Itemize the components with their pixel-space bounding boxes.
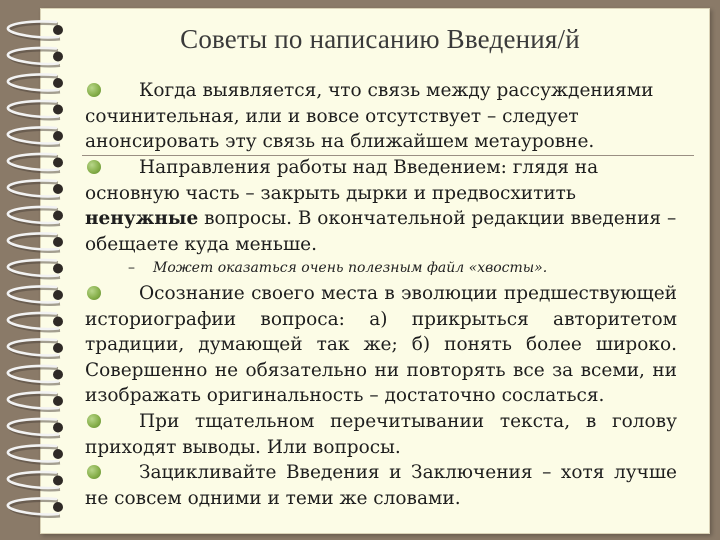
green-bullet-icon — [87, 83, 101, 97]
spiral-binding-ring-icon — [8, 313, 63, 331]
spiral-binding-ring-icon — [8, 101, 63, 119]
list-item-text: Когда выявляется, что связь между рассуждениями сочинительная, или и вовсе отсутствует – следует анонсировать эту связь на ближайшем метауровне. — [85, 80, 654, 152]
list-item-text: Зацикливайте Введения и Заключения – хотя лучше не совсем одними и теми же словами. — [85, 462, 677, 509]
emphasis-text: ненужные — [85, 208, 199, 229]
spiral-binding-ring-icon — [8, 233, 63, 251]
green-bullet-icon — [87, 465, 101, 479]
list-item-text: Направления работы над Введением: глядя на основную часть – закрыть дырки и предвосхитить — [85, 157, 599, 204]
spiral-binding-ring-icon — [8, 21, 63, 39]
spiral-binding-ring-icon — [8, 154, 63, 172]
dash-marker: – — [128, 260, 135, 276]
page-title: Советы по написанию Введения/й — [180, 24, 580, 54]
green-bullet-icon — [87, 160, 101, 174]
spiral-binding-ring-icon — [8, 392, 63, 410]
list-item — [85, 281, 677, 409]
spiral-binding-ring-icon — [8, 180, 63, 198]
spiral-binding-ring-icon — [8, 472, 63, 490]
spiral-binding-ring-icon — [8, 260, 63, 278]
spiral-binding-ring-icon — [8, 419, 63, 437]
spiral-binding-ring-icon — [8, 366, 63, 384]
list-item-text: вопросы. В окончательной редакции введения – обещаете куда меньше. — [85, 208, 677, 255]
list-item-text: При тщательном перечитывании текста, в голову приходят выводы. Или вопросы. — [85, 411, 677, 458]
spiral-binding — [0, 0, 80, 540]
list-item — [85, 155, 677, 257]
list-item — [85, 78, 677, 155]
list-item — [85, 460, 677, 511]
spiral-binding-ring-icon — [8, 74, 63, 92]
green-bullet-icon — [87, 286, 101, 300]
green-bullet-icon — [87, 414, 101, 428]
spiral-binding-ring-icon — [8, 127, 63, 145]
spiral-binding-ring-icon — [8, 286, 63, 304]
sub-list-item-text: Может оказаться очень полезным файл «хвосты». — [153, 260, 548, 276]
spiral-binding-ring-icon — [8, 207, 63, 225]
list-item-text: Осознание своего места в эволюции предшествующей историографии вопроса: а) прикрыться авторитетом традиции, думающей так же; б) понять более широко. Совершенно не обязательно ни повторять все за всеми, ни изображать оригинальность – достаточно сослаться. — [85, 283, 677, 406]
spiral-binding-ring-icon — [8, 48, 63, 66]
spiral-binding-ring-icon — [8, 339, 63, 357]
sub-list-item — [128, 260, 688, 276]
list-item — [85, 409, 677, 460]
spiral-binding-ring-icon — [8, 498, 63, 516]
spiral-binding-ring-icon — [8, 445, 63, 463]
